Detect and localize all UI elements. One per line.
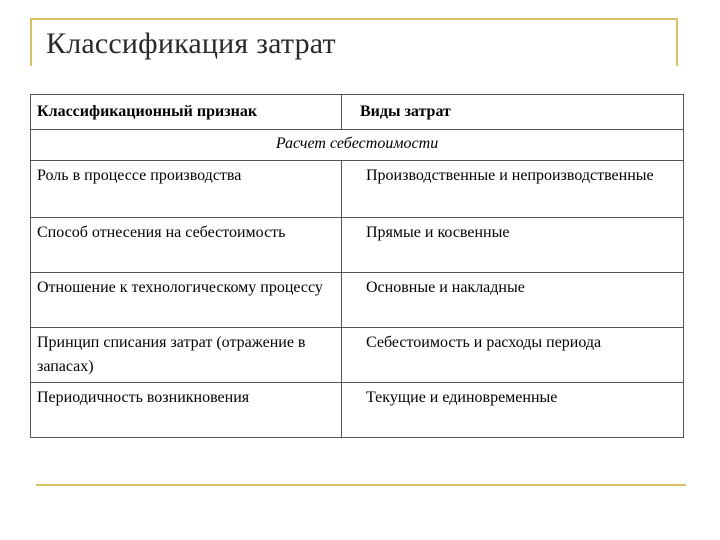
attribute-cell: Отношение к технологическому процессу: [31, 273, 342, 328]
decorative-top-line: [30, 18, 678, 20]
table-row: [31, 218, 684, 273]
table-row: [31, 161, 684, 218]
cost-type-cell: Производственные и непроизводственные: [342, 161, 684, 218]
decorative-right-line: [676, 18, 678, 66]
section-cost-calculation: Расчет себестоимости: [31, 130, 684, 161]
attribute-cell: Принцип списания затрат (отражение в запасах): [31, 328, 342, 383]
page-title: Классификация затрат: [46, 27, 336, 60]
table-row: [31, 328, 684, 383]
cost-type-cell: Основные и накладные: [342, 273, 684, 328]
table-row: [31, 273, 684, 328]
header-classification-attribute: Классификационный признак: [31, 95, 342, 130]
table-header-row: [31, 95, 684, 130]
attribute-cell: Способ отнесения на себестоимость: [31, 218, 342, 273]
cost-classification-table: [30, 94, 684, 438]
decorative-left-line: [30, 18, 32, 66]
table-row: [31, 383, 684, 438]
cost-type-cell: Прямые и косвенные: [342, 218, 684, 273]
attribute-cell: Периодичность возникновения: [31, 383, 342, 438]
decorative-bottom-line: [36, 484, 686, 486]
cost-type-cell: Текущие и единовременные: [342, 383, 684, 438]
cost-type-cell: Себестоимость и расходы периода: [342, 328, 684, 383]
table-section-row: [31, 130, 684, 161]
attribute-cell: Роль в процессе производства: [31, 161, 342, 218]
header-cost-types: Виды затрат: [342, 95, 684, 130]
